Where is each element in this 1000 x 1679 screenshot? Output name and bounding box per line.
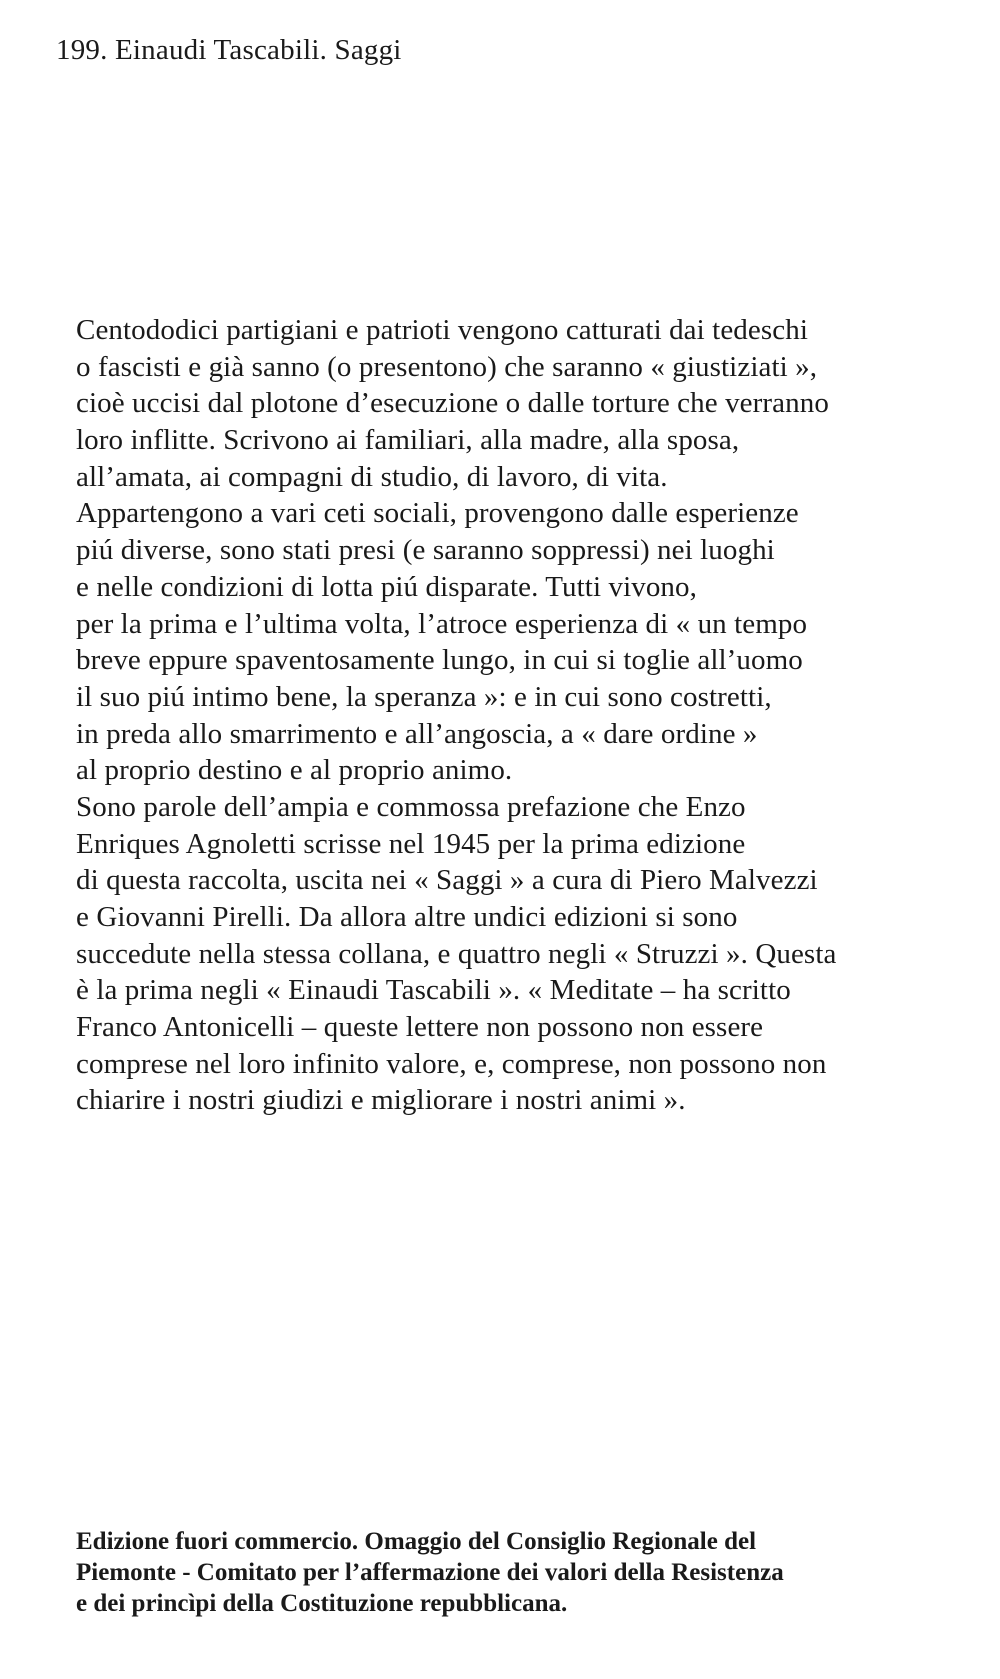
blurb-line: per la prima e l’ultima volta, l’atroce esperienza di « un tempo (76, 607, 808, 640)
colophon-line: Piemonte - Comitato per l’affermazione dei valori della Resistenza (76, 1559, 784, 1586)
blurb-line: Franco Antonicelli – queste lettere non possono non essere (76, 1011, 764, 1044)
blurb-line: comprese nel loro infinito valore, e, comprese, non possono non (76, 1047, 827, 1080)
blurb-line: o fascisti e già sanno (o presentono) che saranno « giustiziati », (76, 350, 818, 383)
blurb-line: Appartengono a vari ceti sociali, provengono dalle esperienze (76, 497, 799, 530)
blurb-line: piú diverse, sono stati presi (e saranno soppressi) nei luoghi (76, 534, 775, 567)
blurb-line: e Giovanni Pirelli. Da allora altre undici edizioni si sono (76, 901, 738, 933)
blurb-line: e nelle condizioni di lotta piú disparate. Tutti vivono, (76, 570, 697, 603)
blurb-line: Centododici partigiani e patrioti vengono catturati dai tedeschi (76, 314, 808, 346)
blurb-line: cioè uccisi dal plotone d’esecuzione o dalle torture che verranno (76, 387, 829, 420)
blurb-line: breve eppure spaventosamente lungo, in cui si toglie all’uomo (76, 644, 803, 677)
blurb-line: di questa raccolta, uscita nei « Saggi » a cura di Piero Malvezzi (76, 864, 818, 897)
blurb-line: all’amata, ai compagni di studio, di lavoro, di vita. (76, 460, 668, 493)
blurb-line: in preda allo smarrimento e all’angoscia, a « dare ordine » (76, 717, 758, 750)
series-title: 199. Einaudi Tascabili. Saggi (56, 34, 402, 66)
blurb-line: il suo piú intimo bene, la speranza »: e in cui sono costretti, (76, 680, 772, 713)
colophon-line: Edizione fuori commercio. Omaggio del Consiglio Regionale del (76, 1528, 757, 1555)
blurb-line: succedute nella stessa collana, e quattro negli « Struzzi ». Questa (76, 937, 837, 970)
blurb-line: Enriques Agnoletti scrisse nel 1945 per la prima edizione (76, 827, 746, 860)
blurb-line: loro inflitte. Scrivono ai familiari, alla madre, alla sposa, (76, 424, 740, 457)
colophon-line: e dei princìpi della Costituzione repubblicana. (76, 1590, 568, 1617)
blurb-line: chiarire i nostri giudizi e migliorare i nostri animi ». (76, 1084, 686, 1117)
blurb-line: al proprio destino e al proprio animo. (76, 754, 513, 787)
colophon-note (76, 1526, 976, 1619)
blurb-line: è la prima negli « Einaudi Tascabili ». « Meditate – ha scritto (76, 974, 791, 1007)
blurb-text (76, 312, 976, 1119)
blurb-line: Sono parole dell’ampia e commossa prefazione che Enzo (76, 790, 746, 823)
